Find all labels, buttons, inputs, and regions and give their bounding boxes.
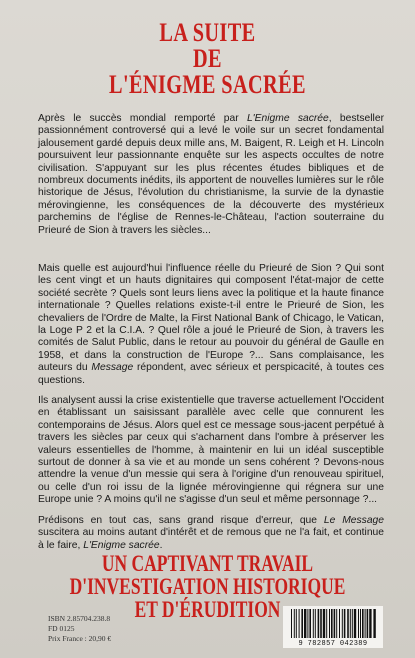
paragraph-4-text-a: Prédisons en tout cas, sans grand risque d'erreur, que [38, 515, 324, 526]
paragraph-2 [38, 263, 384, 387]
paragraph-1 [38, 113, 384, 237]
paragraph-4-italic-title-1: Le Message [323, 515, 384, 526]
paragraph-3-text: Ils analysent aussi la crise existentielle que traverse actuellement l'Occident en établissant un saisissant parallèle avec celle que connurent les contemporains de Jésus. Alors quel est ce message sous-jacent perpétué à travers les siècles par ceux qui s'acharnent dans l'ombre à préserver les valeurs essentielles de l'homme, à maintenir en lui un idéal susceptible surtout de donner à sa vie et au monde un sens cohérent ? Devons-nous attendre la venue d'un messie qui sera à l'origine d'un renouveau spirituel, ou celle d'un roi issu de la lignée mérovingienne qui régnera sur une Europe unie ? A moins qu'il ne s'agisse d'un seul et même personnage ?... [38, 395, 384, 506]
barcode [283, 606, 383, 648]
paragraph-3 [38, 395, 384, 507]
paragraph-2-italic-title: Message [91, 362, 134, 374]
title-line-1: LA SUITE [159, 18, 256, 47]
paragraph-4 [38, 515, 384, 552]
paragraph-1-italic-title: L'Enigme sacrée [246, 113, 329, 124]
title-line-3: L'ÉNIGME SACRÉE [109, 70, 306, 99]
title-line-2: DE [193, 44, 222, 73]
slogan-line-3: ET D'ÉRUDITION [134, 597, 281, 622]
paragraph-4-text-e: . [159, 539, 163, 551]
paragraph-4-italic-title-2: L'Enigme sacrée [83, 539, 160, 551]
isbn-label: ISBN 2.85704.238.8 [48, 614, 111, 623]
catalog-code: FD 0125 [48, 624, 75, 633]
slogan-line-2: D'INVESTIGATION HISTORIQUE [69, 574, 346, 599]
paragraph-1-text-a: Après le succès mondial remporté par [38, 113, 247, 124]
paragraph-2-text-c: répondent, avec sérieux et perspicacité, à toutes ces questions. [38, 362, 384, 386]
barcode-digits: 9 782857 042389 [298, 640, 368, 648]
paragraph-2-text-a: Mais quelle est aujourd'hui l'influence réelle du Prieuré de Sion ? Qui sont les cent vingt et un hauts dignitaires qui composent l'état-major de cette société secrète ? Quels sont leurs liens avec la politique et la haute finance internationale ? Quelles relations existe-t-il entre le Prieuré de Sion, les chevaliers de l'Ordre de Malte, la First National Bank of Chicago, le Vatican, la Loge P 2 et la C.I.A. ? Quel rôle a joué le Prieuré de Sion, à travers les comités de Salut Public, dans le retour au pouvoir du général de Gaulle en 1958, et dans la construction de l'Europe ?... Sans complaisance, les auteurs du [38, 263, 384, 374]
price-label: Prix France : 20,90 € [48, 634, 112, 643]
barcode-bars [283, 606, 383, 640]
slogan-line-1: UN CAPTIVANT TRAVAIL [101, 551, 314, 576]
paragraph-1-text-c: , bestseller passionnément controversé qui a levé le voile sur un secret fondamental jalousement gardé depuis deux mille ans, M. Baigent, R. Leigh et H. Lincoln poursuivent leur passionnante enquête sur les aspects occultes de notre civilisation. S'appuyant sur les plus récentes études bibliques et de nombreux documents inédits, ils apportent de nouvelles lumières sur le rôle historique de Jésus, l'évolution du christianisme, la survie de la dynastie mérovingienne, les conséquences de la découverte des mystérieux parchemins de l'église de Rennes-le-Château, l'action souterraine du Prieuré de Sion à travers les siècles... [38, 113, 384, 236]
paragraph-4-text-c: suscitera au moins autant d'intérêt et de remous que ne l'a fait, et continue à le faire, [38, 527, 384, 551]
